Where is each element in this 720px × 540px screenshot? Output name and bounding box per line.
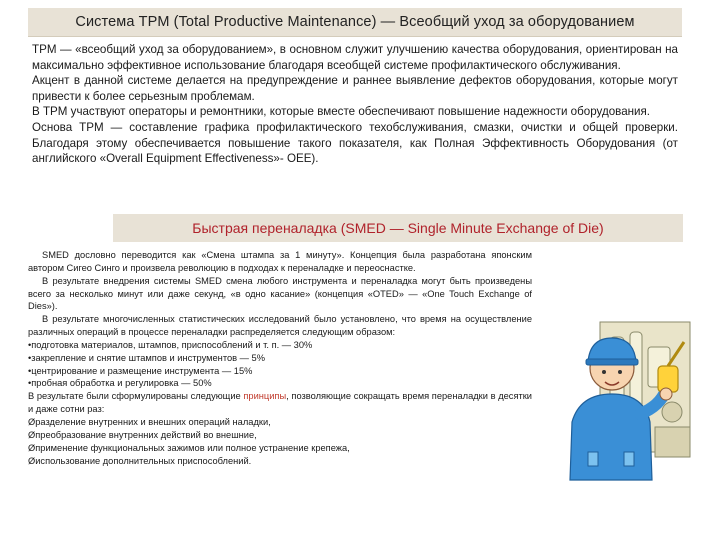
principle-text: преобразование внутренних действий во внешние, [35,429,257,440]
principles-intro: В результате были сформулированы следующие [28,391,244,402]
arrow-bullet-icon: Ø [28,455,36,466]
principles-intro-end: , позволяющие сокращать время переналадки в десятки и даже сотни раз: [28,391,533,415]
smed-description [28,249,532,467]
smed-paragraph-4 [28,390,532,416]
principle-text: применение функциональных зажимов или полное устранение крепежа, [35,442,350,453]
worker-with-oil-can-icon [560,302,700,492]
smed-principle-item [28,455,532,468]
smed-heading-text: Быстрая переналадка (SMED — Single Minute Exchange of Die) [192,220,604,236]
smed-heading [113,214,683,242]
arrow-bullet-icon: Ø [28,416,36,427]
principle-text: использование дополнительных приспособлений. [35,455,252,466]
smed-stat-item: •пробная обработка и регулировка — 50% [28,378,212,389]
arrow-bullet-icon: Ø [28,442,36,453]
smed-principle-item [28,416,532,429]
smed-stat-item: •подготовка материалов, штампов, приспособлений и т. п. — 30% [28,339,313,350]
smed-paragraph-3: В результате многочисленных статистических исследований было установлено, что время на осуществление различных операций в процессе переналадки распределяется следующим образом: [28,314,532,338]
arrow-bullet-icon: Ø [28,429,36,440]
smed-principle-item [28,429,532,442]
smed-principle-item [28,442,532,455]
smed-paragraph-2: В результате внедрения системы SMED смена любого инструмента и переналадка могут быть произведены всего за несколько минут или даже секунд, «в одно касание» (концепция «OTED» — «One Touch Exchange of Dies»). [28,275,532,312]
principles-highlight: принципы [243,391,287,402]
tpm-paragraph-4: Основа TPM — составление графика профилактического техобслуживания, смазки, очистки и общей проверки. Благодаря этому обеспечивается повышение такого показателя, как Полная Эффективность Оборудования (от английского «Overall Equipment Effectiveness»- OEE). [32,120,678,166]
page-title-text: Система TPM (Total Productive Maintenance) — Всеобщий уход за оборудованием [75,14,635,30]
page-title [28,8,682,37]
principle-text: разделение внутренних и внешних операций наладки, [35,416,271,427]
tpm-paragraph-1: TPM — «всеобщий уход за оборудованием», в основном служит улучшению качества оборудования, ориентирован на максимально эффективное использование благодаря всеобщей системе профилактического обслуживания. [32,43,678,72]
smed-stat-item: •закрепление и снятие штампов и инструментов — 5% [28,352,265,363]
tpm-paragraph-3: В TPM участвуют операторы и ремонтники, которые вместе обеспечивают повышение надежности оборудования. [32,105,651,119]
tpm-description [32,42,678,167]
tpm-paragraph-2: Акцент в данной системе делается на предупреждение и раннее выявление дефектов оборудования, которые могут привести к более серьезным проблемам. [32,74,678,103]
smed-paragraph-1: SMED дословно переводится как «Смена штампа за 1 минуту». Концепция была разработана японским автором Сигео Синго и произвела революцию в подходах к переналадке и переоснастке. [28,250,532,273]
smed-stat-item: •центрирование и размещение инструмента — 15% [28,365,253,376]
